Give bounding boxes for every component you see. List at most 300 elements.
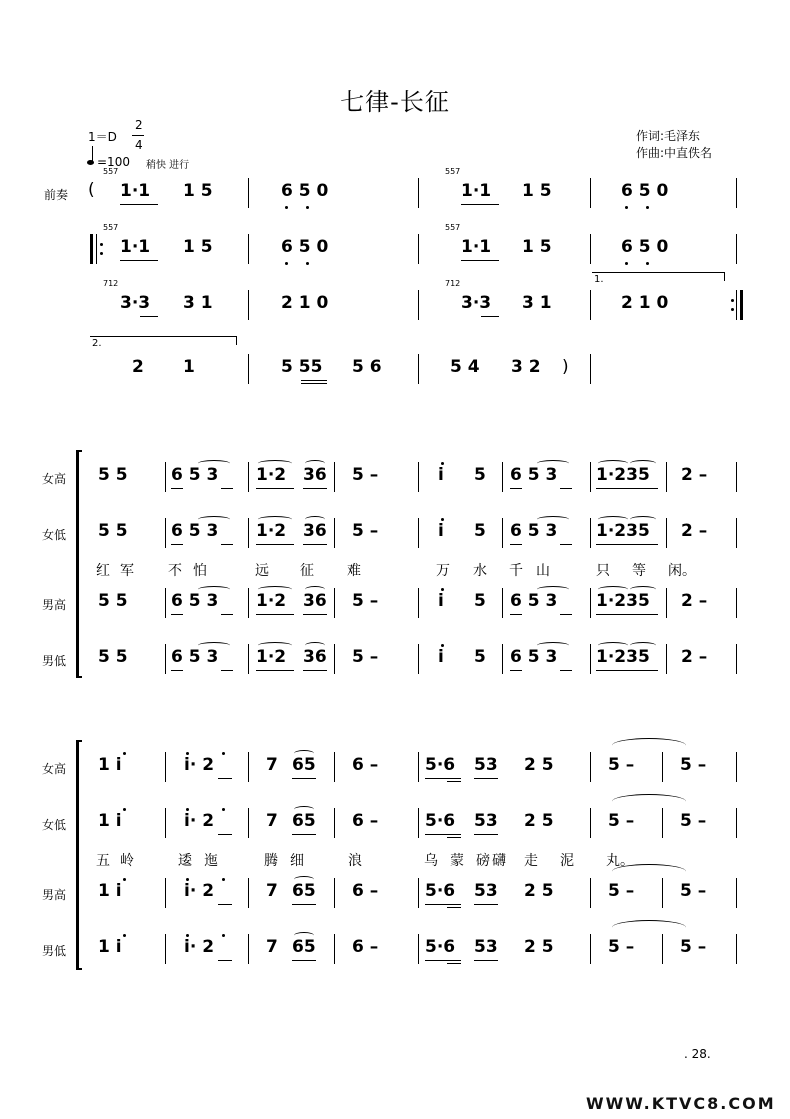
lyric: 等 (632, 563, 646, 579)
high-dot (186, 934, 189, 937)
note: 2 5 (524, 881, 554, 901)
staff-tenor-v1 (0, 588, 790, 620)
note: 1·235 (596, 521, 650, 541)
volta-2-label: 2. (92, 338, 102, 349)
slur (258, 586, 292, 593)
close-paren: ) (562, 357, 569, 377)
underline (218, 778, 232, 779)
barline (165, 588, 166, 618)
underline (256, 614, 294, 615)
note: 2 5 (524, 937, 554, 957)
barline (418, 878, 419, 908)
open-paren: ( (88, 180, 95, 200)
barline (590, 588, 591, 618)
note: 7 (266, 811, 278, 831)
underline (474, 778, 498, 779)
underline (303, 488, 327, 489)
note: 5 5 (98, 465, 128, 485)
note: 5 – (608, 811, 635, 831)
intro-row-4 (0, 354, 790, 386)
intro-note: 1·1 (120, 237, 151, 257)
tie (612, 864, 686, 879)
intro-row-3 (0, 279, 790, 349)
barline (418, 588, 419, 618)
barline (334, 588, 335, 618)
barline (590, 234, 591, 264)
underline (560, 544, 572, 545)
slur (294, 806, 314, 813)
note: 2 5 (524, 755, 554, 775)
barline (248, 518, 249, 548)
slur (198, 586, 230, 593)
intro-note: 3·3 (461, 293, 492, 313)
barline (736, 878, 737, 908)
intro-note: 6 5 0 (621, 237, 669, 257)
barline (165, 878, 166, 908)
underline (425, 904, 461, 905)
barline (662, 752, 663, 782)
note: 5 5 (98, 647, 128, 667)
underline (481, 316, 499, 317)
high-dot (123, 752, 126, 755)
note: 6 5 3 (171, 591, 219, 611)
note: 1 i (98, 881, 122, 901)
underline (425, 778, 461, 779)
high-dot (222, 808, 225, 811)
intro-note: 1·1 (461, 237, 492, 257)
high-dot (186, 752, 189, 755)
barline (418, 518, 419, 548)
note: 5 – (352, 647, 379, 667)
intro-note: 1 5 (183, 237, 213, 257)
lyric: 腾 (264, 853, 278, 869)
note: 7 (266, 937, 278, 957)
lyric: 不 (168, 563, 182, 579)
barline (248, 934, 249, 964)
intro-note: 1 5 (522, 237, 552, 257)
lyric: 走 (524, 853, 538, 869)
note: i· 2 (184, 755, 215, 775)
high-dot (441, 462, 444, 465)
barline (502, 588, 503, 618)
note: 1·235 (596, 465, 650, 485)
underline (221, 544, 233, 545)
volta-1-label: 1. (594, 274, 604, 285)
barline (736, 934, 737, 964)
note: 36 (303, 521, 327, 541)
barline (736, 752, 737, 782)
underline (560, 670, 572, 671)
underline (560, 488, 572, 489)
lyric: 军 (120, 563, 134, 579)
slur (630, 586, 656, 593)
note: 6 5 3 (510, 465, 558, 485)
underline (256, 670, 294, 671)
slur (630, 460, 656, 467)
note: 65 (292, 755, 316, 775)
high-dot (222, 878, 225, 881)
barline (248, 588, 249, 618)
barline (736, 644, 737, 674)
barline (590, 290, 591, 320)
slur (294, 876, 314, 883)
barline (334, 878, 335, 908)
underline (171, 614, 183, 615)
note: 5 – (680, 881, 707, 901)
note: i (438, 465, 444, 485)
slur (198, 516, 230, 523)
repeat-dot (731, 299, 734, 302)
barline (666, 644, 667, 674)
note: 53 (474, 811, 498, 831)
note: 5 – (608, 755, 635, 775)
barline (418, 462, 419, 492)
volta-bracket-2 (90, 336, 237, 345)
barline (590, 518, 591, 548)
note: 5 5 (98, 521, 128, 541)
barline (502, 462, 503, 492)
barline (165, 644, 166, 674)
lyric: 磅 (476, 853, 490, 869)
high-dot (186, 808, 189, 811)
low-dot (306, 206, 309, 209)
tie (612, 920, 686, 935)
underline (120, 204, 158, 205)
lyric: 红 (96, 563, 110, 579)
note: 5·6 (425, 881, 456, 901)
note: 1 i (98, 755, 122, 775)
barline (502, 518, 503, 548)
slur (305, 642, 325, 649)
lyric: 丸。 (606, 853, 634, 869)
barline (248, 644, 249, 674)
slur (598, 642, 628, 649)
note: 65 (292, 881, 316, 901)
note: 6 – (352, 881, 379, 901)
repeat-end-barline (740, 290, 743, 320)
underline (474, 960, 498, 961)
lyric: 怕 (193, 563, 207, 579)
note: 2 – (681, 647, 708, 667)
underline (510, 614, 522, 615)
barline (165, 462, 166, 492)
barline (666, 588, 667, 618)
underline (447, 837, 461, 838)
lyric: 只 (596, 563, 610, 579)
lyric: 难 (347, 563, 361, 579)
barline (590, 354, 591, 384)
underline (171, 670, 183, 671)
staff-soprano-v2 (0, 752, 790, 784)
underline (474, 904, 498, 905)
low-dot (306, 262, 309, 265)
note: i (438, 647, 444, 667)
lyric: 远 (255, 563, 269, 579)
staff-bass-v1 (0, 644, 790, 676)
lyric: 浪 (348, 853, 362, 869)
note: 5 (474, 521, 486, 541)
barline (334, 934, 335, 964)
barline (334, 644, 335, 674)
lyric: 蒙 (450, 853, 464, 869)
underline (221, 614, 233, 615)
note: 6 5 3 (171, 521, 219, 541)
slur (630, 642, 656, 649)
note: 1·2 (256, 647, 287, 667)
note: 1 i (98, 937, 122, 957)
barline (590, 808, 591, 838)
barline (590, 752, 591, 782)
underline (221, 488, 233, 489)
high-dot (123, 934, 126, 937)
note: 1·235 (596, 647, 650, 667)
tempo-text: 稍快 进行 (146, 160, 190, 171)
underline (292, 834, 316, 835)
slur (258, 460, 292, 467)
slur (305, 516, 325, 523)
note: 5 – (608, 881, 635, 901)
part-label: 女低 (42, 528, 67, 542)
time-signature-bottom: 4 (135, 138, 143, 152)
underline (461, 260, 499, 261)
note: 53 (474, 755, 498, 775)
note: i (438, 591, 444, 611)
lyric: 千 (509, 563, 523, 579)
barline (418, 178, 419, 208)
barline (590, 462, 591, 492)
intro-row-1 (0, 167, 790, 210)
lyric: 五 (96, 853, 110, 869)
high-dot (441, 644, 444, 647)
note: 6 5 3 (171, 647, 219, 667)
barline (502, 644, 503, 674)
underline (218, 834, 232, 835)
high-dot (222, 934, 225, 937)
lyrics-v1 (0, 560, 790, 580)
barline (96, 234, 97, 264)
note: 2 5 (524, 811, 554, 831)
slur (598, 586, 628, 593)
note: 2 – (681, 591, 708, 611)
intro-note: 1·1 (461, 181, 492, 201)
barline (662, 808, 663, 838)
barline (418, 752, 419, 782)
underline (292, 960, 316, 961)
note: 5 – (680, 937, 707, 957)
note: 1·235 (596, 591, 650, 611)
intro-note: 1 5 (522, 181, 552, 201)
note: 5 – (680, 755, 707, 775)
barline (418, 934, 419, 964)
grace-notes: 557 (445, 167, 461, 176)
note: 36 (303, 591, 327, 611)
repeat-start-barline (90, 234, 93, 264)
underline (256, 544, 294, 545)
tie (612, 794, 686, 809)
lyric: 征 (300, 563, 314, 579)
barline (590, 178, 591, 208)
underline (474, 834, 498, 835)
barline (666, 462, 667, 492)
slur (598, 516, 628, 523)
lyric: 水 (473, 563, 487, 579)
underline (218, 904, 232, 905)
lyric: 山 (536, 563, 550, 579)
note: 1·2 (256, 465, 287, 485)
lyric: 万 (436, 563, 450, 579)
note: 2 – (681, 521, 708, 541)
underline (560, 614, 572, 615)
intro-label: 前奏 (44, 188, 69, 202)
low-dot (646, 262, 649, 265)
lyricist: 作词:毛泽东 (636, 129, 701, 143)
barline (736, 178, 737, 208)
slur (294, 932, 314, 939)
underline (447, 963, 461, 964)
slur (294, 750, 314, 757)
barline (662, 878, 663, 908)
barline (334, 518, 335, 548)
barline (248, 354, 249, 384)
note: i· 2 (184, 811, 215, 831)
note: 6 – (352, 755, 379, 775)
high-dot (123, 878, 126, 881)
intro-note: 3 1 (183, 293, 213, 313)
time-signature-line (132, 135, 144, 136)
lyric: 细 (290, 853, 304, 869)
part-label: 女高 (42, 762, 67, 776)
high-dot (222, 752, 225, 755)
brace-cap (76, 450, 82, 452)
staff-soprano-v1 (0, 462, 790, 494)
slur (537, 516, 569, 523)
staff-alto-v2 (0, 808, 790, 840)
intro-note: 5 55 (281, 357, 323, 377)
slur (198, 460, 230, 467)
barline (165, 752, 166, 782)
barline (165, 808, 166, 838)
intro-note: 1·1 (120, 181, 151, 201)
underline (171, 488, 183, 489)
grace-notes: 712 (445, 279, 461, 288)
intro-note: 6 5 0 (281, 237, 329, 257)
slur (198, 642, 230, 649)
note: 6 – (352, 937, 379, 957)
intro-note: 5 6 (352, 357, 382, 377)
barline (248, 290, 249, 320)
note: 1·2 (256, 521, 287, 541)
intro-note: 2 1 0 (281, 293, 329, 313)
part-label: 女低 (42, 818, 67, 832)
volta-bracket-1 (592, 272, 725, 281)
barline (248, 808, 249, 838)
barline (590, 934, 591, 964)
note: 6 5 3 (510, 591, 558, 611)
intro-note: 2 1 0 (621, 293, 669, 313)
slur (630, 516, 656, 523)
barline (736, 518, 737, 548)
note: 5 (474, 465, 486, 485)
high-dot (441, 518, 444, 521)
underline (171, 544, 183, 545)
note: 36 (303, 465, 327, 485)
note: 1·2 (256, 591, 287, 611)
note: 65 (292, 937, 316, 957)
note: i· 2 (184, 881, 215, 901)
underline (510, 488, 522, 489)
underline (510, 544, 522, 545)
lyric: 岭 (120, 853, 134, 869)
underline (425, 960, 461, 961)
intro-note: 3 1 (522, 293, 552, 313)
underline (596, 544, 658, 545)
part-label: 男低 (42, 654, 67, 668)
note: 5 – (352, 521, 379, 541)
barline (736, 808, 737, 838)
note: 5 – (352, 465, 379, 485)
note: 5 – (608, 937, 635, 957)
underline (301, 383, 327, 384)
page-number: . 28. (684, 1047, 711, 1061)
slur (258, 642, 292, 649)
lyric: 乌 (424, 853, 438, 869)
underline (292, 904, 316, 905)
underline (447, 907, 461, 908)
staff-alto-v1 (0, 518, 790, 550)
barline (736, 234, 737, 264)
part-label: 男高 (42, 598, 67, 612)
underline (510, 670, 522, 671)
underline (447, 781, 461, 782)
tie (612, 738, 686, 753)
high-dot (441, 588, 444, 591)
barline (248, 462, 249, 492)
note: 6 5 3 (510, 521, 558, 541)
high-dot (123, 808, 126, 811)
barline (418, 290, 419, 320)
underline (140, 316, 158, 317)
low-dot (625, 206, 628, 209)
note: 5 (474, 647, 486, 667)
grace-notes: 557 (103, 167, 119, 176)
composer: 作曲:中直佚名 (636, 146, 713, 160)
lyric: 逶 (178, 853, 192, 869)
time-signature-top: 2 (135, 118, 143, 132)
barline (590, 878, 591, 908)
slur (537, 586, 569, 593)
intro-note: 6 5 0 (281, 181, 329, 201)
note: 7 (266, 881, 278, 901)
underline (303, 670, 327, 671)
barline (736, 588, 737, 618)
intro-note: 1 5 (183, 181, 213, 201)
note: 5 5 (98, 591, 128, 611)
barline (165, 518, 166, 548)
barline (418, 644, 419, 674)
barline (334, 808, 335, 838)
staff-tenor-v2 (0, 878, 790, 910)
note: 1 i (98, 811, 122, 831)
barline (418, 354, 419, 384)
underline (596, 488, 658, 489)
watermark: WWW.KTVC8.COM (586, 1094, 776, 1113)
note: 53 (474, 937, 498, 957)
barline (334, 462, 335, 492)
note: i· 2 (184, 937, 215, 957)
note: 6 5 3 (171, 465, 219, 485)
barline (736, 290, 737, 320)
part-label: 女高 (42, 472, 67, 486)
